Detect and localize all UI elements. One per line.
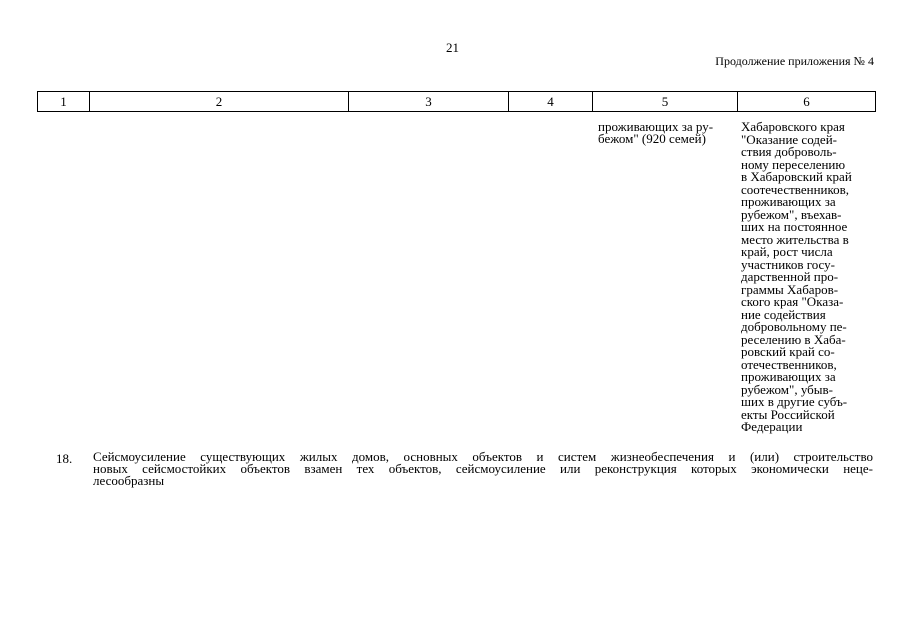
column-5-line: бежом" (920 семей) <box>598 131 706 146</box>
column-6-line: дарственной про- <box>741 269 839 284</box>
column-6-line: отечественников, <box>741 356 837 372</box>
column-6-line: проживающих за <box>741 194 836 209</box>
column-6-line: место жительства в <box>741 231 849 247</box>
column-5-text <box>598 121 736 145</box>
column-6-line: реселению в Хаба- <box>741 331 846 347</box>
header-col-6: 6 <box>738 92 876 112</box>
column-6-line: граммы Хабаров- <box>741 281 839 297</box>
column-6-line: ших на постоянное <box>741 219 848 234</box>
column-6-line: "Оказание содей- <box>741 131 837 147</box>
column-6-line: соотечественников, <box>741 181 850 197</box>
header-col-5: 5 <box>593 92 738 112</box>
column-6-line: Хабаровского края <box>741 119 845 134</box>
column-6-line: край, рост числа <box>741 244 833 259</box>
column-6-line: Федерации <box>741 419 803 434</box>
column-6-line: рубежом", убыв- <box>741 381 833 397</box>
column-number-header-row <box>37 91 876 112</box>
column-6-line: в Хабаровский край <box>741 169 852 184</box>
column-6-line: участников госу- <box>741 256 835 272</box>
item-text-line: лесообразны <box>93 473 165 488</box>
column-6-line: добровольному пе- <box>741 319 847 334</box>
page-number: 21 <box>446 40 459 55</box>
header-col-1: 1 <box>38 92 90 112</box>
item-text-line: Сейсмоусиление существующих жилых домов, основных объектов и систем жизнеобеспечения и (или) строительство <box>93 449 873 464</box>
header-col-3: 3 <box>349 92 509 112</box>
column-6-line: ского края "Оказа- <box>741 294 844 309</box>
item-text <box>93 451 873 487</box>
column-6-line: ших в другие субъ- <box>741 394 848 409</box>
item-number: 18. <box>56 451 73 466</box>
header-col-2: 2 <box>90 92 349 112</box>
column-5-line: проживающих за ру- <box>598 119 714 134</box>
column-6-line: ровский край со- <box>741 344 835 359</box>
item-text-line: новых сейсмостойких объектов взамен тех объектов, сейсмоусиление или реконструкция которых экономически неце- <box>93 461 873 476</box>
continuation-label: Продолжение приложения № 4 <box>715 54 874 68</box>
column-6-line: екты Российской <box>741 406 835 422</box>
column-6-text <box>741 121 873 434</box>
column-6-line: ствия доброволь- <box>741 144 837 159</box>
header-col-4: 4 <box>509 92 593 112</box>
column-6-line: ному переселению <box>741 156 846 172</box>
column-6-line: проживающих за <box>741 369 836 384</box>
column-6-line: рубежом", въехав- <box>741 206 842 222</box>
column-6-line: ние содействия <box>741 306 826 322</box>
